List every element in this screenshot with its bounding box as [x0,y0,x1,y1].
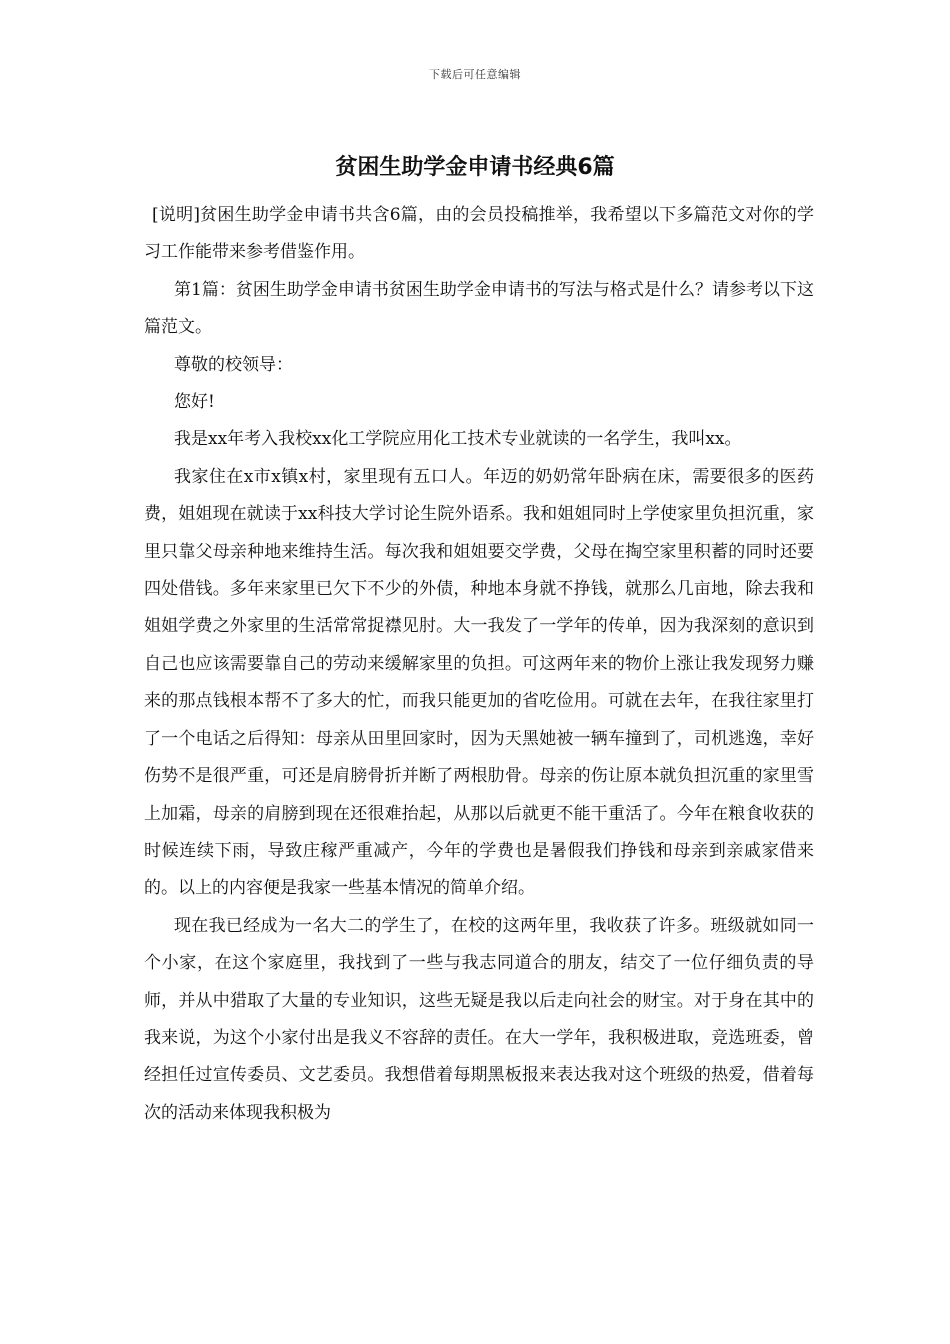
school-life-paragraph: 现在我已经成为一名大二的学生了，在校的这两年里，我收获了许多。班级就如同一个小家，在这个家庭里，我找到了一些与我志同道合的朋友，结交了一位仔细负责的导师，并从中猎取了大量的专业知识，这些无疑是我以后走向社会的财宝。对于身在其中的我来说，为这个小家付出是我义不容辞的责任。在大一学年，我积极进取，竞选班委，曾经担任过宣传委员、文艺委员。我想借着每期黑板报来表达我对这个班级的热爱，借着每次的活动来体现我积极为 [144,915,814,1123]
header-note: 下载后可任意编辑 [429,68,521,81]
intro-paragraph: [说明]贫困生助学金申请书共含6篇，由的会员投稿推举，我希望以下多篇范文对你的学习工作能带来参考借鉴作用。 [144,205,814,263]
salutation: 尊敬的校领导： [174,354,293,375]
section-heading-paragraph: 第1篇：贫困生助学金申请书贫困生助学金申请书的写法与格式是什么？请参考以下这篇范文。 [144,279,814,338]
document-title: 贫困生助学金申请书经典6篇 [335,155,615,180]
greeting: 您好! [174,392,215,413]
document-body [144,197,814,1132]
family-situation-paragraph: 我家住在x市x镇x村，家里现有五口人。年迈的奶奶常年卧病在床，需要很多的医药费，姐姐现在就读于xx科技大学讨论生院外语系。我和姐姐同时上学使家里负担沉重，家里只靠父母亲种地来维持生活。每次我和姐姐要交学费，父母在掏空家里积蓄的同时还要四处借钱。多年来家里已欠下不少的外债，种地本身就不挣钱，就那么几亩地，除去我和姐姐学费之外家里的生活常常捉襟见肘。大一我发了一学年的传单，因为我深刻的意识到自己也应该需要靠自己的劳动来缓解家里的负担。可这两年来的物价上涨让我发现努力赚来的那点钱根本帮不了多大的忙，而我只能更加的省吃俭用。可就在去年，在我往家里打了一个电话之后得知：母亲从田里回家时，因为天黑她被一辆车撞到了，司机逃逸，幸好伤势不是很严重，可还是肩膀骨折并断了两根肋骨。母亲的伤让原本就负担沉重的家里雪上加霜，母亲的肩膀到现在还很难抬起，从那以后就更不能干重活了。今年在粮食收获的时候连续下雨，导致庄稼严重减产，今年的学费也是暑假我们挣钱和母亲到亲戚家借来的。以上的内容便是我家一些基本情况的简单介绍。 [144,466,814,899]
self-introduction-paragraph: 我是xx年考入我校xx化工学院应用化工技术专业就读的一名学生，我叫xx。 [174,429,742,450]
